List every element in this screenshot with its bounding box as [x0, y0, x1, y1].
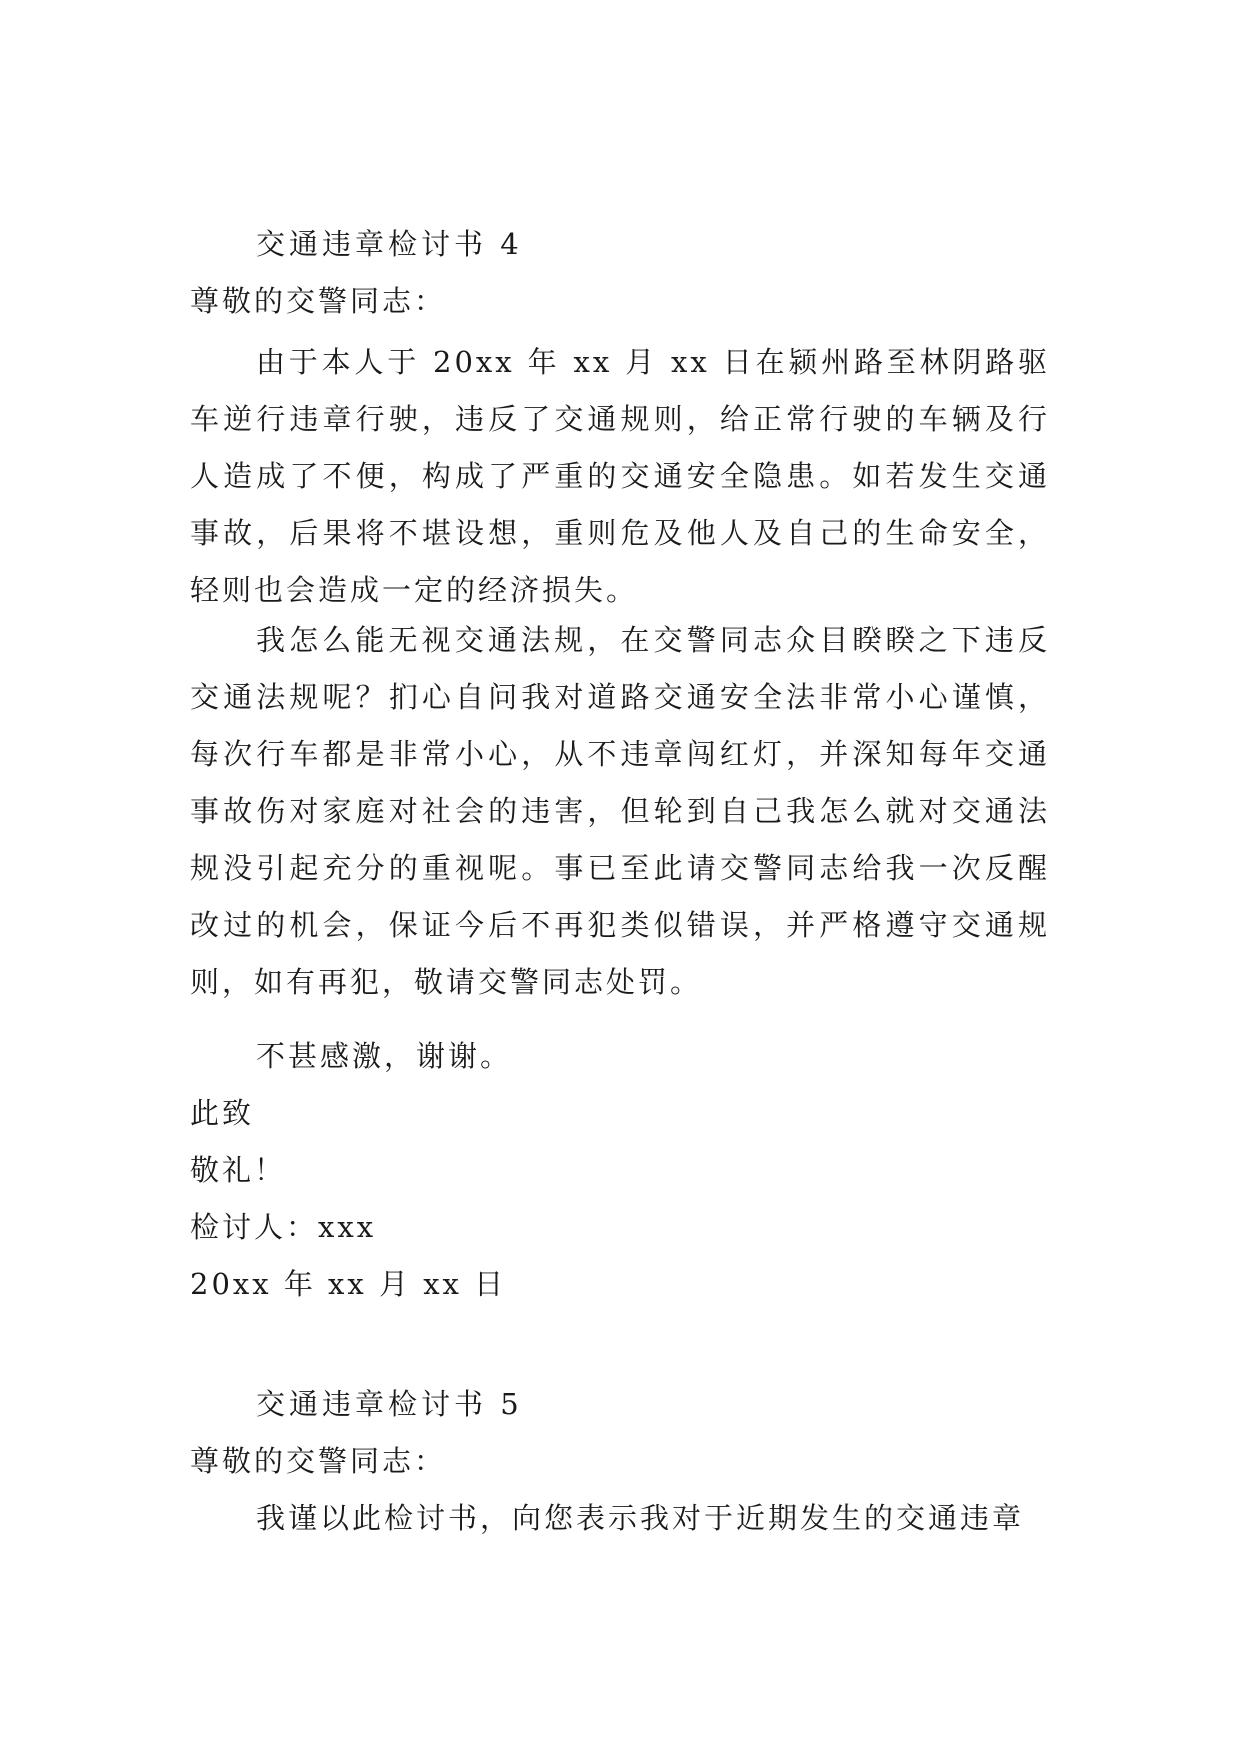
letter5-title: 交通违章检讨书 5 — [256, 1387, 523, 1421]
letter5-paragraph-1: 我谨以此检讨书，向您表示我对于近期发生的交通违章 — [256, 1501, 1025, 1535]
letter4-closing-1: 此致 — [190, 1096, 255, 1130]
letter4-paragraph-3: 不甚感激，谢谢。 — [256, 1039, 513, 1073]
letter4-paragraph-1: 由于本人于 20xx 年 xx 月 xx 日在颍州路至林阴路驱车逆行违章行驶，违反了交通规则，给正常行驶的车辆及行人造成了不便，构成了严重的交通安全隐患。如若发生交通事故，后果将不堪设想，重则危及他人及自己的生命安全，轻则也会造成一定的经济损失。 — [190, 345, 1050, 607]
letter4-signature: 检讨人：xxx — [190, 1210, 377, 1244]
letter4-closing-2: 敬礼！ — [190, 1153, 287, 1187]
letter4-paragraph-2: 我怎么能无视交通法规，在交警同志众目睽睽之下违反交通法规呢？扪心自问我对道路交通安全法非常小心谨慎，每次行车都是非常小心，从不违章闯红灯，并深知每年交通事故伤对家庭对社会的违害，但轮到自己我怎么就对交通法规没引起充分的重视呢。事已至此请交警同志给我一次反醒改过的机会，保证今后不再犯类似错误，并严格遵守交通规则，如有再犯，敬请交警同志处罚。 — [190, 623, 1050, 999]
letter4-title: 交通违章检讨书 4 — [256, 227, 523, 261]
letter4-salutation: 尊敬的交警同志： — [190, 284, 447, 318]
letter5-salutation: 尊敬的交警同志： — [190, 1444, 447, 1478]
letter4-date: 20xx 年 xx 月 xx 日 — [190, 1267, 507, 1301]
